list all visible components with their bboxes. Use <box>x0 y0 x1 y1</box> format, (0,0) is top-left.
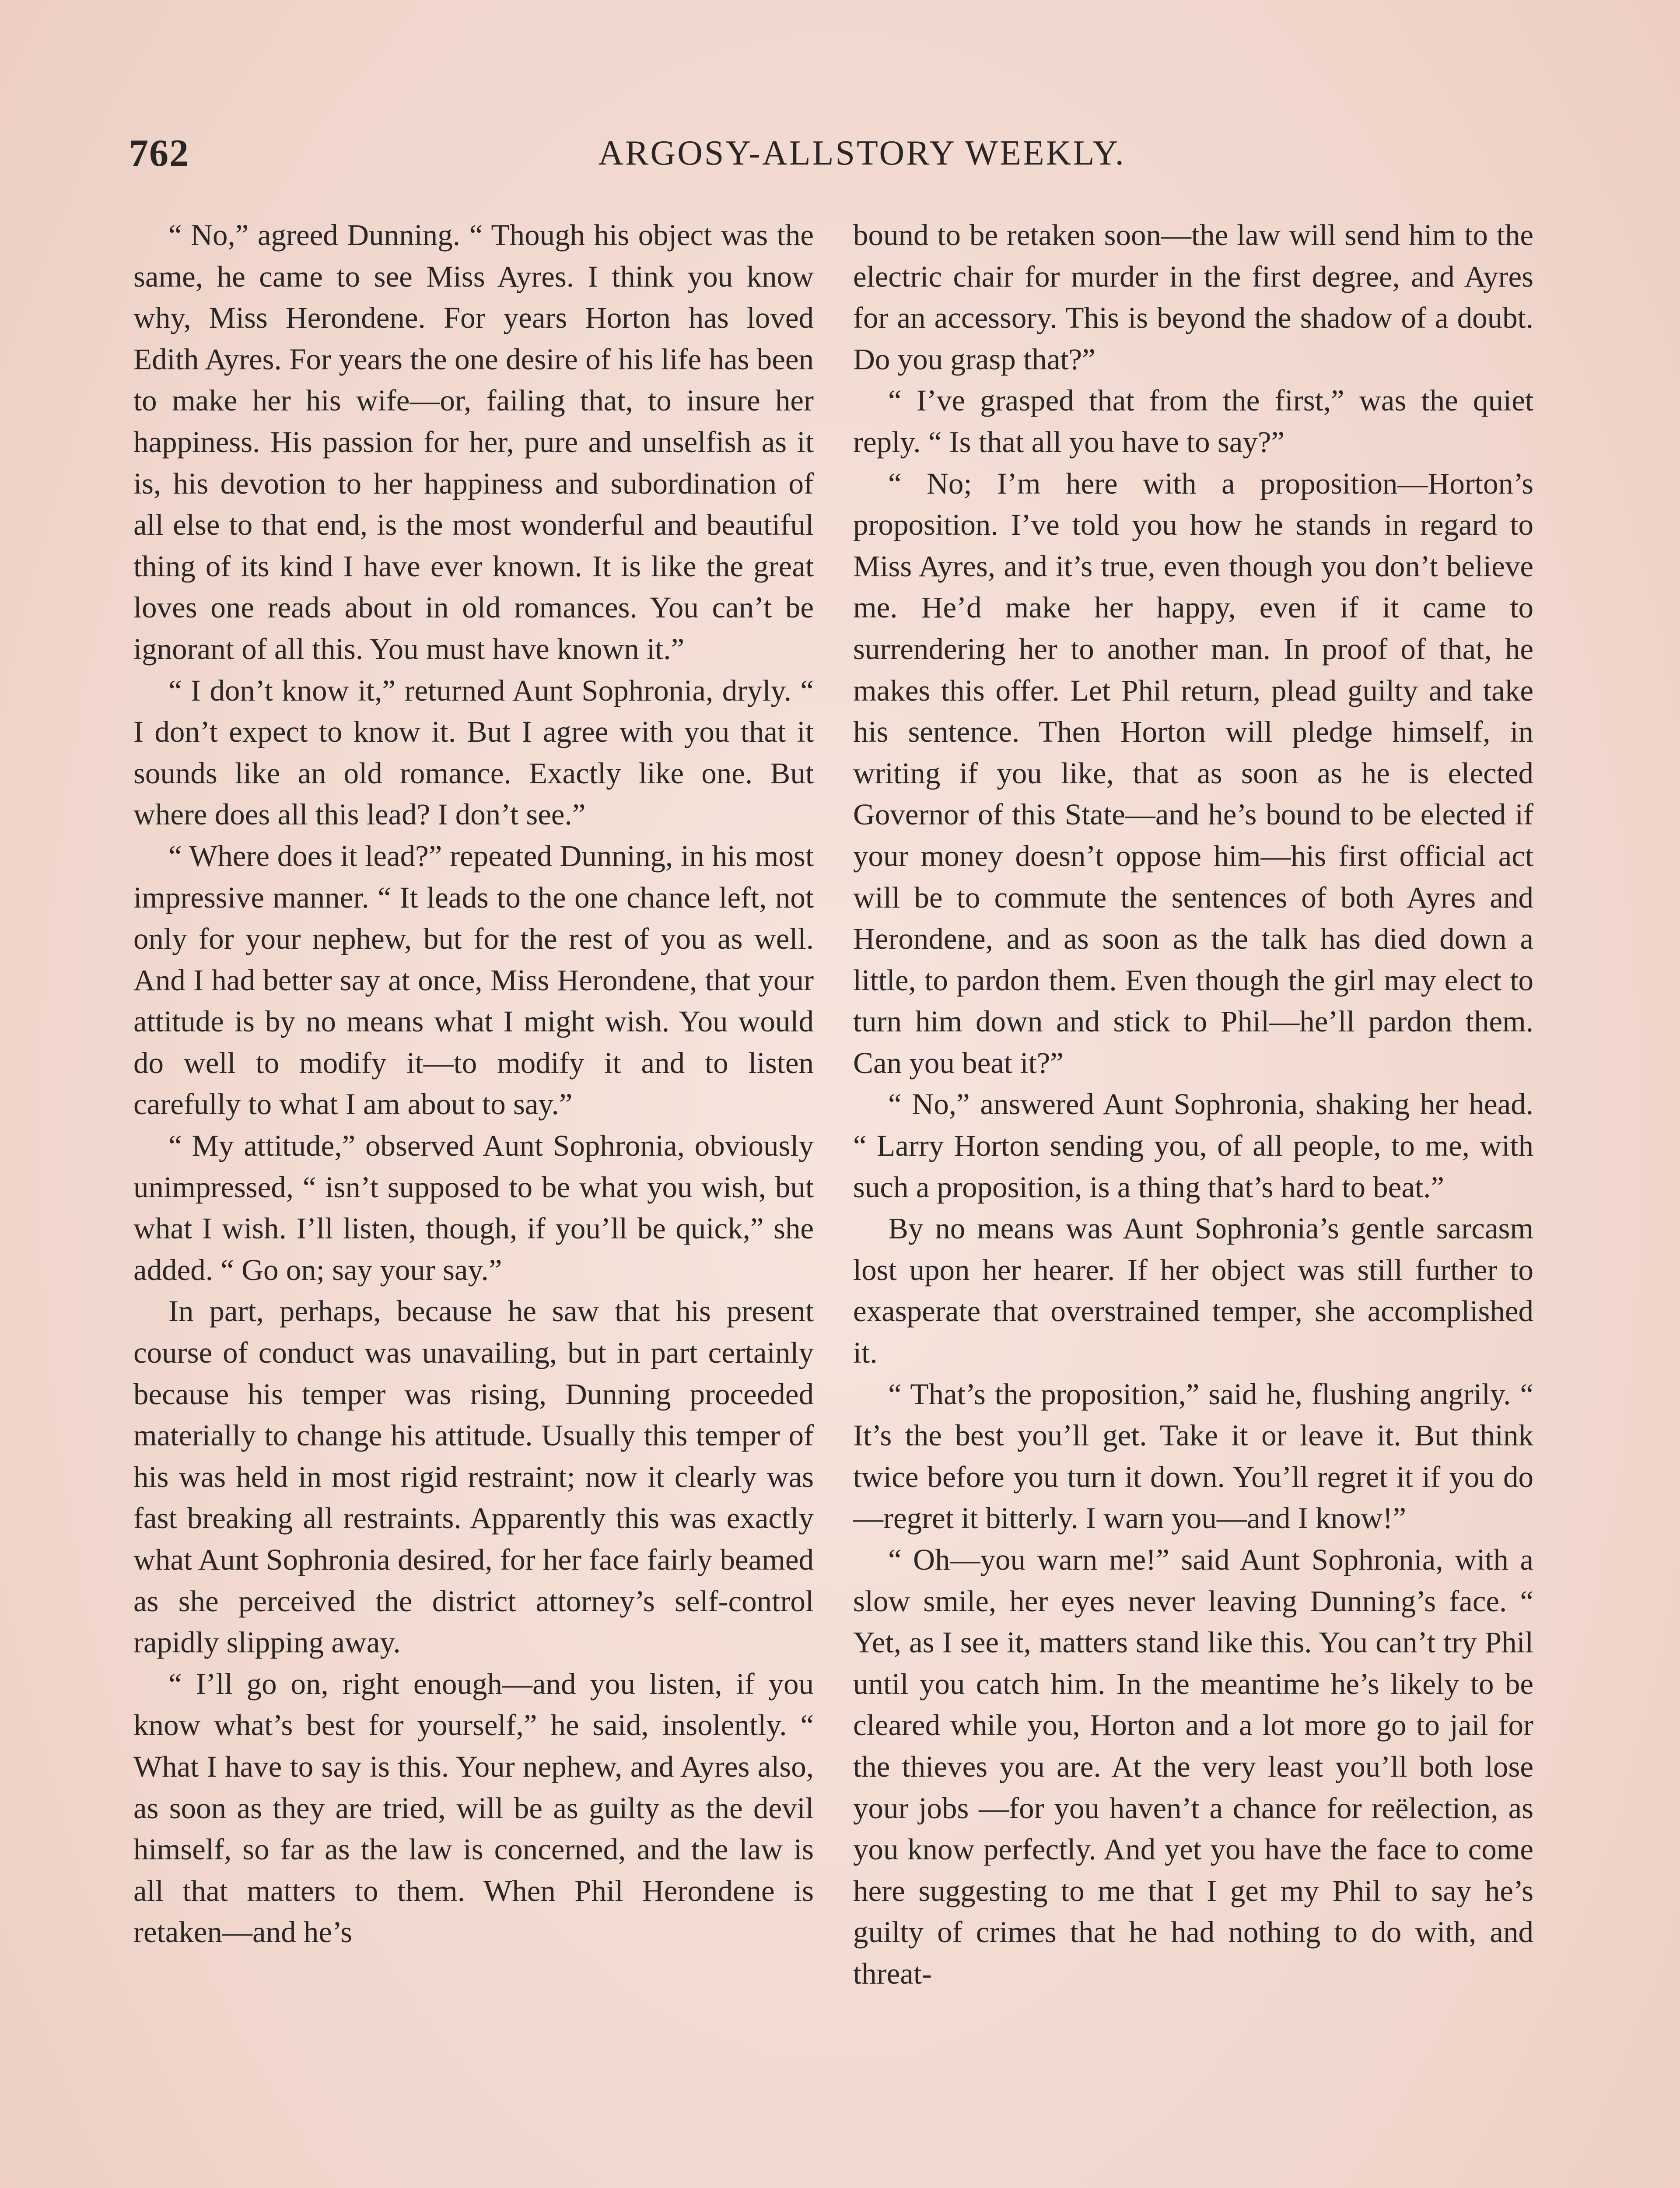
paragraph: “ I’ll go on, right enough—and you listen, if you know what’s best for yourself,” he said, insolently. “ What I have to say is this. Your nephew, and Ayres also, as soon as they are tried, will be as guilty as the devil himself, so far as the law is concerned, and the law is all that matters to them. When Phil Herondene is retaken—and he’s <box>133 1667 814 1949</box>
paragraph: “ Oh—you warn me!” said Aunt Sophronia, with a slow smile, her eyes never leaving Dunning’s face. “ Yet, as I see it, matters stand like this. You can’t try Phil until you catch him. In the meantime he’s likely to be cleared while you, Horton and a lot more go to jail for the thieves you are. At the very least you’ll both lose your jobs —for you haven’t a chance for reëlection, as you know perfectly. And yet you have the face to come here suggesting to me that I get my Phil to say he’s guilty of crimes that he had nothing to do with, and threat- <box>853 1543 1533 1990</box>
paragraph: “ I’ve grasped that from the first,” was the quiet reply. “ Is that all you have to say?” <box>853 384 1533 459</box>
paragraph: In part, perhaps, because he saw that his present course of conduct was unavailing, but in part certainly because his temper was rising, Dunning proceeded materially to change his attitude. Usually this temper of his was held in most rigid restraint; now it clearly was fast breaking all restraints. Apparently this was exactly what Aunt Sophronia desired, for her face fairly beamed as she perceived the district attorney’s self-control rapidly slipping away. <box>133 1294 814 1659</box>
paragraph: “ No,” agreed Dunning. “ Though his object was the same, he came to see Miss Ayres. I think you know why, Miss Herondene. For years Horton has loved Edith Ayres. For years the one desire of his life has been to make her his wife—or, failing that, to insure her happiness. His passion for her, pure and unselfish as it is, his devotion to her happiness and subordination of all else to that end, is the most wonderful and beautiful thing of its kind I have ever known. It is like the great loves one reads about in old romances. You can’t be ignorant of all this. You must have known it.” <box>133 218 814 666</box>
page-number: 762 <box>129 132 189 175</box>
running-title: ARGOSY-ALLSTORY WEEKLY. <box>598 134 1126 172</box>
paragraph: “ Where does it lead?” repeated Dunning, in his most impressive manner. “ It leads to the one chance left, not only for your nephew, but for the rest of you as well. And I had better say at once, Miss Herondene, that your attitude is by no means what I might wish. You would do well to modify it—to modify it and to listen carefully to what I am about to say.” <box>133 839 814 1121</box>
paragraph: “ That’s the proposition,” said he, flushing angrily. “ It’s the best you’ll get. Take it or leave it. But think twice before you turn it down. You’ll regret it if you do—regret it bitterly. I warn you—and I know!” <box>853 1377 1533 1535</box>
paragraph: By no means was Aunt Sophronia’s gentle sarcasm lost upon her hearer. If her object was still further to exasperate that overstrained temper, she accomplished it. <box>853 1212 1533 1370</box>
right-column <box>853 214 1533 1995</box>
paragraph: “ I don’t know it,” returned Aunt Sophronia, dryly. “ I don’t expect to know it. But I agree with you that it sounds like an old romance. Exactly like one. But where does all this lead? I don’t see.” <box>133 673 814 831</box>
paragraph: “ No; I’m here with a proposition—Horton’s proposition. I’ve told you how he stands in regard to Miss Ayres, and it’s true, even though you don’t believe me. He’d make her happy, even if it came to surrendering her to another man. In proof of that, he makes this offer. Let Phil return, plead guilty and take his sentence. Then Horton will pledge himself, in writing if you like, that as soon as he is elected Governor of this State—and he’s bound to be elected if your money doesn’t oppose him—his first official act will be to commute the sentences of both Ayres and Herondene, and as soon as the talk has died down a little, to pardon them. Even though the girl may elect to turn him down and stick to Phil—he’ll pardon them. Can you beat it?” <box>853 466 1533 1080</box>
paragraph: “ No,” answered Aunt Sophronia, shaking her head. “ Larry Horton sending you, of all people, to me, with such a proposition, is a thing that’s hard to beat.” <box>853 1087 1533 1204</box>
paragraph: bound to be retaken soon—the law will send him to the electric chair for murder in the first degree, and Ayres for an accessory. This is beyond the shadow of a doubt. Do you grasp that?” <box>853 218 1533 376</box>
left-column <box>133 214 814 1953</box>
paragraph: “ My attitude,” observed Aunt Sophronia, obviously unimpressed, “ isn’t supposed to be what you wish, but what I wish. I’ll listen, though, if you’ll be quick,” she added. “ Go on; say your say.” <box>133 1129 814 1287</box>
